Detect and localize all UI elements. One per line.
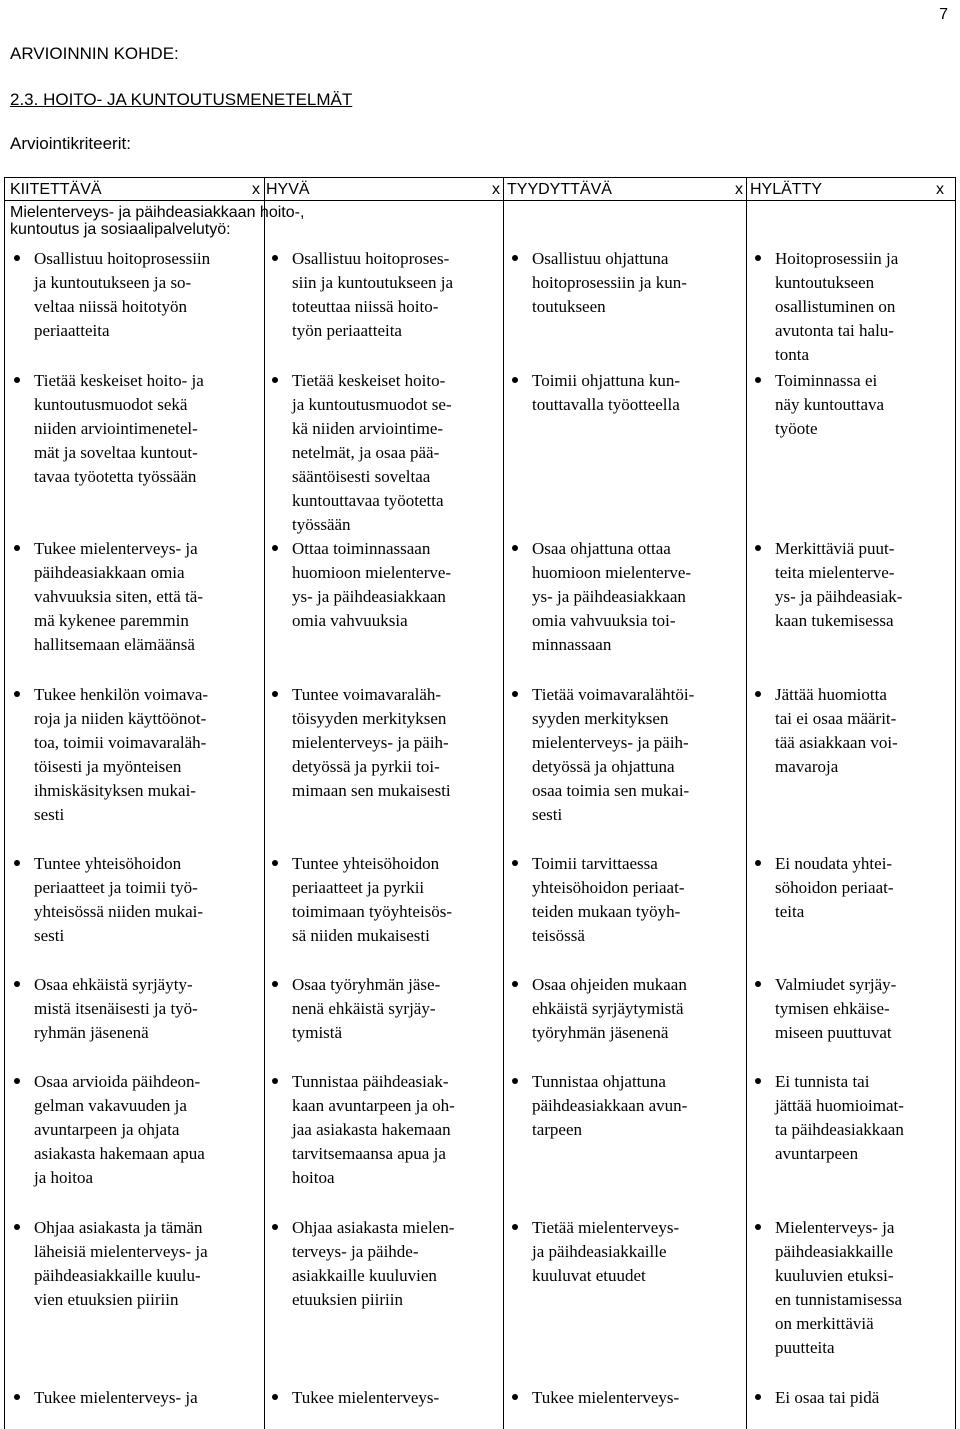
page-heading: ARVIOINNIN KOHDE: <box>10 44 179 63</box>
bullet-icon <box>14 1224 20 1230</box>
criterion-hylatty-5: Ei noudata yhtei- söhoidon periaat- teita <box>755 852 953 924</box>
bullet-icon <box>14 545 20 551</box>
grade-header-divider <box>4 200 956 201</box>
criterion-kiitettava-3: Tukee mielenterveys- ja päihdeasiakkaan omia vahvuuksia siten, että tä- mä kykenee paremmin hallitsemaan elämäänsä <box>14 537 262 657</box>
grade-mark-tyydyttava: x <box>735 181 743 198</box>
criterion-tyydyttava-4: Tietää voimavaralähtöi- syyden merkityksen mielenterveys- ja päih- detyössä ja ohjattuna osaa toimia sen mukai- sesti <box>512 683 744 827</box>
bullet-icon <box>14 377 20 383</box>
table-right-border <box>955 177 956 1429</box>
bullet-icon <box>512 691 518 697</box>
criterion-hylatty-7: Ei tunnista tai jättää huomioimat- ta päihdeasiakkaan avuntarpeen <box>755 1070 953 1166</box>
criterion-hyva-7: Tunnistaa päihdeasiak- kaan avuntarpeen ja oh- jaa asiakasta hakemaan tarvitsemaansa apua ja hoitoa <box>272 1070 502 1190</box>
page-number: 7 <box>939 6 948 23</box>
criterion-kiitettava-1: Osallistuu hoitoprosessiin ja kuntoutukseen ja so- veltaa niissä hoitotyön periaatteita <box>14 247 262 343</box>
grade-hyva: HYVÄ <box>266 181 310 198</box>
bullet-icon <box>512 1394 518 1400</box>
bullet-icon <box>512 860 518 866</box>
bullet-icon <box>755 377 761 383</box>
table-top-border <box>4 177 956 178</box>
criterion-hylatty-4: Jättää huomiotta tai ei osaa määrit- tää asiakkaan voi- mavaroja <box>755 683 953 779</box>
bullet-icon <box>755 545 761 551</box>
criterion-hylatty-3: Merkittäviä puut- teita mielenterve- ys- ja päihdeasiak- kaan tukemisessa <box>755 537 953 633</box>
criterion-hyva-2: Tietää keskeiset hoito- ja kuntoutusmuodot se- kä niiden arviointime- netelmät, ja osaa pää- sääntöisesti soveltaa kuntouttavaa työotetta työssään <box>272 369 502 537</box>
criterion-hylatty-6: Valmiudet syrjäy- tymisen ehkäise- miseen puuttuvat <box>755 973 953 1045</box>
criterion-kiitettava-6: Osaa ehkäistä syrjäyty- mistä itsenäisesti ja työ- ryhmän jäsenenä <box>14 973 262 1045</box>
bullet-icon <box>755 255 761 261</box>
grade-mark-hylatty: x <box>936 181 944 198</box>
bullet-icon <box>755 1078 761 1084</box>
section-title: 2.3. HOITO- JA KUNTOUTUSMENETELMÄT <box>10 90 353 109</box>
bullet-icon <box>14 1394 20 1400</box>
bullet-icon <box>755 981 761 987</box>
bullet-icon <box>14 1078 20 1084</box>
criterion-kiitettava-9: Tukee mielenterveys- ja <box>14 1386 262 1410</box>
bullet-icon <box>14 860 20 866</box>
bullet-icon <box>14 255 20 261</box>
criterion-tyydyttava-9: Tukee mielenterveys- <box>512 1386 744 1410</box>
criteria-label: Arviointikriteerit: <box>10 134 131 153</box>
bullet-icon <box>755 691 761 697</box>
bullet-icon <box>755 1394 761 1400</box>
bullet-icon <box>272 1394 278 1400</box>
criterion-hyva-9: Tukee mielenterveys- <box>272 1386 502 1410</box>
grade-hylatty: HYLÄTTY <box>750 181 823 198</box>
criterion-hyva-1: Osallistuu hoitoproses- siin ja kuntoutukseen ja toteuttaa niissä hoito- työn periaatteita <box>272 247 502 343</box>
criterion-hylatty-1: Hoitoprosessiin ja kuntoutukseen osallistuminen on avutonta tai halu- tonta <box>755 247 953 367</box>
criterion-tyydyttava-2: Toimii ohjattuna kun- touttavalla työotteella <box>512 369 744 417</box>
bullet-icon <box>272 545 278 551</box>
criterion-hylatty-9: Ei osaa tai pidä <box>755 1386 953 1410</box>
criterion-tyydyttava-3: Osaa ohjattuna ottaa huomioon mielenterve- ys- ja päihdeasiakkaan omia vahvuuksia toi- minnassaan <box>512 537 744 657</box>
criterion-tyydyttava-5: Toimii tarvittaessa yhteisöhoidon periaat- teiden mukaan työyh- teisössä <box>512 852 744 948</box>
bullet-icon <box>512 1224 518 1230</box>
bullet-icon <box>512 377 518 383</box>
column-divider-2 <box>503 177 504 1429</box>
criterion-kiitettava-8: Ohjaa asiakasta ja tämän läheisiä mielenterveys- ja päihdeasiakkaille kuulu- vien etuuksien piiriin <box>14 1216 262 1312</box>
criterion-hyva-6: Osaa työryhmän jäse- nenä ehkäistä syrjäy- tymistä <box>272 973 502 1045</box>
bullet-icon <box>14 981 20 987</box>
assessment-area-label: Mielenterveys- ja päihdeasiakkaan hoito-, kuntoutus ja sosiaalipalvelutyö: <box>10 204 305 238</box>
bullet-icon <box>512 255 518 261</box>
criterion-hyva-5: Tuntee yhteisöhoidon periaatteet ja pyrkii toimimaan työyhteisös- sä niiden mukaisesti <box>272 852 502 948</box>
bullet-icon <box>755 1224 761 1230</box>
criterion-kiitettava-7: Osaa arvioida päihdeon- gelman vakavuuden ja avuntarpeen ja ohjata asiakasta hakemaan apua ja hoitoa <box>14 1070 262 1190</box>
grade-mark-hyva: x <box>492 181 500 198</box>
grade-mark-kiitettava: x <box>252 181 260 198</box>
grade-kiitettava: KIITETTÄVÄ <box>10 181 102 198</box>
grade-tyydyttava: TYYDYTTÄVÄ <box>507 181 612 198</box>
criterion-tyydyttava-1: Osallistuu ohjattuna hoitoprosessiin ja kun- toutukseen <box>512 247 744 319</box>
criterion-kiitettava-5: Tuntee yhteisöhoidon periaatteet ja toimii työ- yhteisössä niiden mukai- sesti <box>14 852 262 948</box>
criterion-tyydyttava-7: Tunnistaa ohjattuna päihdeasiakkaan avun- tarpeen <box>512 1070 744 1142</box>
criterion-hyva-3: Ottaa toiminnassaan huomioon mielenterve- ys- ja päihdeasiakkaan omia vahvuuksia <box>272 537 502 633</box>
table-left-border <box>4 177 5 1429</box>
criterion-tyydyttava-8: Tietää mielenterveys- ja päihdeasiakkaille kuuluvat etuudet <box>512 1216 744 1288</box>
bullet-icon <box>512 1078 518 1084</box>
bullet-icon <box>755 860 761 866</box>
bullet-icon <box>14 691 20 697</box>
criterion-hylatty-8: Mielenterveys- ja päihdeasiakkaille kuuluvien etuksi- en tunnistamisessa on merkittäviä puutteita <box>755 1216 953 1360</box>
bullet-icon <box>272 981 278 987</box>
criterion-tyydyttava-6: Osaa ohjeiden mukaan ehkäistä syrjäytymistä työryhmän jäsenenä <box>512 973 744 1045</box>
bullet-icon <box>272 1078 278 1084</box>
column-divider-3 <box>746 177 747 1429</box>
bullet-icon <box>512 981 518 987</box>
bullet-icon <box>272 1224 278 1230</box>
criterion-hyva-8: Ohjaa asiakasta mielen- terveys- ja päihde- asiakkaille kuuluvien etuuksien piiriin <box>272 1216 502 1312</box>
criterion-hylatty-2: Toiminnassa ei näy kuntouttava työote <box>755 369 953 441</box>
bullet-icon <box>272 691 278 697</box>
criterion-kiitettava-4: Tukee henkilön voimava- roja ja niiden käyttöönot- toa, toimii voimavaraläh- töisesti ja myönteisen ihmiskäsityksen mukai- sesti <box>14 683 262 827</box>
bullet-icon <box>272 860 278 866</box>
criterion-hyva-4: Tuntee voimavaraläh- töisyyden merkityksen mielenterveys- ja päih- detyössä ja pyrkii toi- mimaan sen mukaisesti <box>272 683 502 803</box>
bullet-icon <box>272 377 278 383</box>
criterion-kiitettava-2: Tietää keskeiset hoito- ja kuntoutusmuodot sekä niiden arviointimenetel- mät ja soveltaa kuntout- tavaa työotetta työssään <box>14 369 262 489</box>
bullet-icon <box>272 255 278 261</box>
column-divider-1 <box>264 177 265 1429</box>
bullet-icon <box>512 545 518 551</box>
